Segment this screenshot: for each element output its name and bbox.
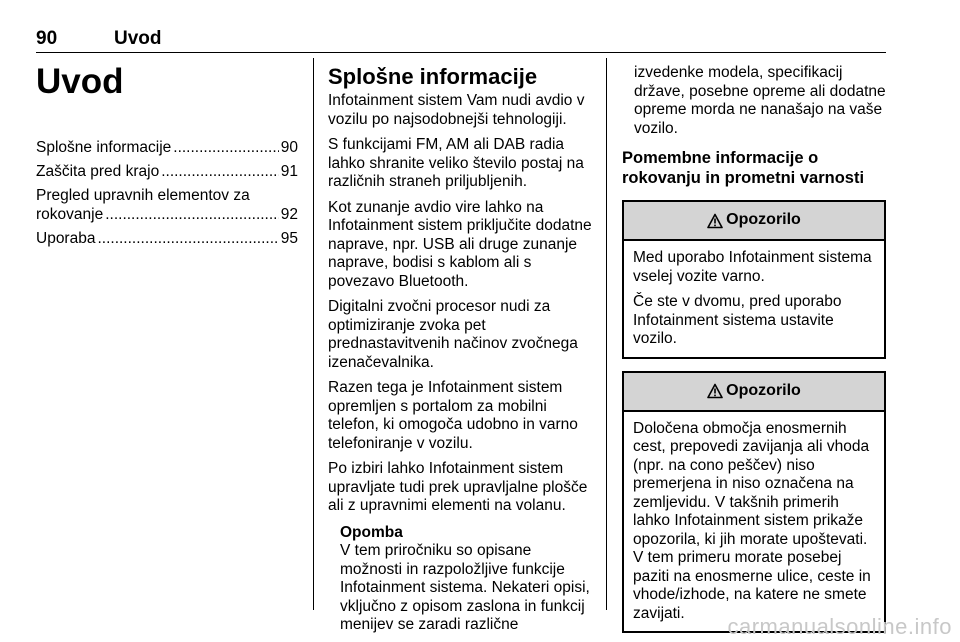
toc-leader (173, 138, 278, 157)
toc-entry[interactable] (36, 138, 298, 157)
toc-label: rokovanje (36, 206, 104, 223)
toc-leader (97, 229, 278, 248)
page-number: 90 (36, 28, 58, 49)
toc-page: 91 (280, 163, 298, 180)
body-paragraph: Kot zunanje avdio vire lahko na Infotainment sistem priključite dodatne naprave, npr. USB ali druge zunanje naprave, bodisi s kablom ali s povezavo Bluetooth. (328, 198, 592, 290)
warning-box (622, 200, 886, 359)
warning-icon (707, 213, 723, 229)
toc-label: Splošne informacije (36, 139, 172, 156)
toc-page: 92 (280, 206, 298, 223)
toc-label: Uporaba (36, 230, 96, 247)
body-paragraph: Razen tega je Infotainment sistem opremljen s portalom za mobilni telefon, ki omogoča udobno in varno telefoniranje v vozilu. (328, 379, 578, 452)
body-paragraph: Digitalni zvočni procesor nudi za optimiziranje zvoka pet prednastavitvenih načinov zvočnega izenačevalnika. (328, 298, 578, 371)
watermark: carmanualsonline.info (727, 614, 952, 639)
warning-icon (707, 383, 723, 399)
toc-label-line: Pregled upravnih elementov za (36, 187, 250, 204)
toc-entry[interactable] (36, 162, 298, 181)
note-block (328, 524, 594, 635)
toc-entry[interactable] (36, 186, 298, 224)
body-paragraph: Infotainment sistem Vam nudi avdio v vozilu po najsodobnejši tehnologiji. (328, 92, 585, 128)
note-title: Opomba (340, 523, 403, 541)
warning-text: Če ste v dvomu, pred uporabo Infotainment sistema ustavite vozilo. (633, 293, 842, 347)
toc-page: 90 (280, 139, 298, 156)
note-continuation: izvedenke modela, specifikacij države, posebne opreme ali dodatne opreme morda ne nanašajo na vaše vozilo. (634, 64, 886, 137)
warning-header (624, 202, 884, 241)
warning-text: Določena območja enosmernih cest, prepovedi zavijanja ali vhoda (npr. na cono peščev) niso premerjena in niso označena na zemljevidu. V takšnih primerih lahko Infotainment sistem prikaže opozorila, ki jih morate upoštevati. V tem primeru morate posebej paziti na enosmerne ulice, ceste in vhode/izhode, na katere ne smete zavijati. (633, 419, 871, 622)
column-divider (313, 58, 314, 610)
warning-header (624, 373, 884, 412)
running-title: Uvod (114, 28, 162, 49)
body-paragraph: Po izbiri lahko Infotainment sistem upravljate tudi prek upravljalne plošče ali z upravnimi elementi na volanu. (328, 460, 588, 514)
toc-page: 95 (280, 230, 298, 247)
page-header (36, 26, 886, 53)
toc-leader (105, 205, 279, 224)
column-divider (606, 58, 607, 610)
table-of-contents (36, 138, 298, 248)
warning-text: Med uporabo Infotainment sistema vselej vozite varno. (633, 249, 872, 285)
warning-body (624, 412, 884, 632)
warning-box (622, 371, 886, 634)
body-paragraph: S funkcijami FM, AM ali DAB radia lahko shranite veliko število postaj na različnih straneh priljubljenih. (328, 136, 584, 190)
chapter-title: Uvod (36, 62, 124, 101)
toc-label: Zaščita pred krajo (36, 163, 160, 180)
warning-title: Opozorilo (726, 211, 801, 229)
note-text: V tem priročniku so opisane možnosti in razpoložljive funkcije Infotainment sistema. Nekateri opisi, vključno z opisom zaslona in funkcij menijev se zaradi različne (340, 542, 590, 633)
left-column (36, 58, 298, 253)
warning-body (624, 241, 884, 357)
middle-column (328, 64, 594, 635)
warning-title: Opozorilo (726, 381, 801, 399)
toc-entry[interactable] (36, 229, 298, 248)
subsection-heading: Pomembne informacije o rokovanju in prometni varnosti (622, 149, 865, 187)
right-column (622, 64, 886, 633)
toc-leader (161, 162, 279, 181)
section-heading: Splošne informacije (328, 64, 538, 89)
